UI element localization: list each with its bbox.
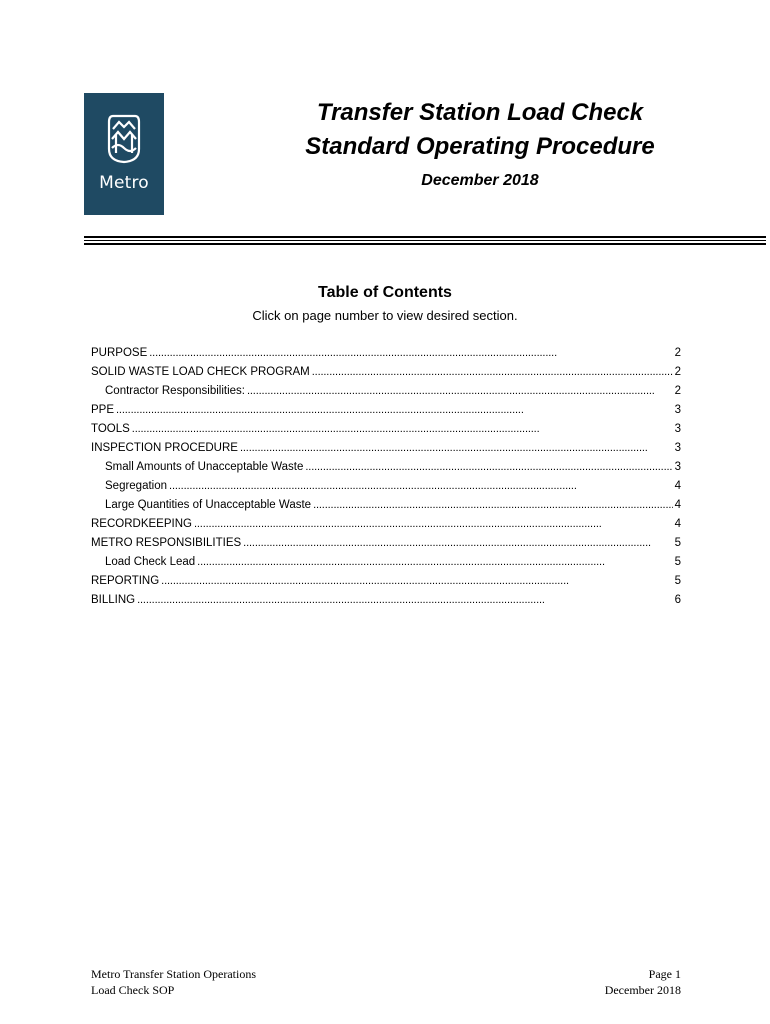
toc-entry-label: Contractor Responsibilities:	[105, 385, 245, 397]
toc-dot-leader	[247, 382, 673, 401]
toc-entry-label: SOLID WASTE LOAD CHECK PROGRAM	[91, 366, 310, 378]
toc-dot-leader	[313, 496, 673, 515]
logo-wordmark: Metro	[99, 173, 149, 193]
toc-entry-label: INSPECTION PROCEDURE	[91, 442, 238, 454]
toc-dot-leader	[312, 363, 673, 382]
toc-page-link[interactable]: 2	[674, 347, 681, 359]
toc-entry[interactable]	[91, 591, 681, 610]
toc-dot-leader	[149, 344, 672, 363]
toc-entry-label: Segregation	[105, 480, 168, 492]
toc-dot-leader	[137, 591, 672, 610]
page-footer	[91, 966, 681, 998]
toc-dot-leader	[161, 572, 672, 591]
toc-page-link[interactable]: 4	[674, 499, 681, 511]
toc-page-link[interactable]: 3	[674, 442, 681, 454]
toc-entry-label: Load Check Lead	[105, 556, 196, 568]
toc-page-link[interactable]: 3	[674, 404, 681, 416]
toc-dot-leader	[305, 458, 672, 477]
toc-instructions: Click on page number to view desired section.	[252, 308, 518, 323]
toc-dot-leader	[197, 553, 672, 572]
toc-entry-label: Small Amounts of Unacceptable Waste	[105, 461, 304, 473]
toc-entry[interactable]	[91, 363, 681, 382]
footer-right	[605, 966, 681, 998]
toc-entry[interactable]	[91, 496, 681, 515]
document-title-block	[270, 96, 690, 190]
toc-page-link[interactable]: 2	[674, 366, 681, 378]
toc-dot-leader	[116, 401, 673, 420]
toc-entry-label: METRO RESPONSIBILITIES	[91, 537, 242, 549]
toc-entry-label: PPE	[91, 404, 115, 416]
toc-page-link[interactable]: 5	[674, 575, 681, 587]
toc-dot-leader	[169, 477, 673, 496]
toc-entry[interactable]	[91, 458, 681, 477]
toc-dot-leader	[194, 515, 673, 534]
toc-entry[interactable]	[91, 515, 681, 534]
toc-heading: Table of Contents	[318, 284, 452, 301]
toc-entry-label: RECORDKEEPING	[91, 518, 192, 530]
footer-date: December 2018	[604, 983, 681, 997]
metro-mountain-icon	[107, 113, 141, 165]
metro-logo	[84, 93, 164, 215]
toc-entry[interactable]	[91, 420, 681, 439]
toc-page-link[interactable]: 5	[674, 556, 681, 568]
toc-page-link[interactable]: 2	[674, 385, 681, 397]
toc-entry-label: REPORTING	[91, 575, 160, 587]
title-line-1: Transfer Station Load Check	[316, 99, 644, 126]
toc-entry-label: PURPOSE	[91, 347, 148, 359]
toc-page-link[interactable]: 3	[674, 423, 681, 435]
title-line-2: Standard Operating Procedure	[305, 133, 655, 160]
toc-dot-leader	[132, 420, 673, 439]
toc-dot-leader	[243, 534, 672, 553]
toc-entry[interactable]	[91, 572, 681, 591]
toc-entry[interactable]	[91, 401, 681, 420]
toc-entry-label: Large Quantities of Unacceptable Waste	[105, 499, 312, 511]
toc-entry[interactable]	[91, 439, 681, 458]
footer-doc: Load Check SOP	[91, 983, 175, 997]
footer-org: Metro Transfer Station Operations	[91, 967, 256, 981]
toc-page-link[interactable]: 5	[674, 537, 681, 549]
toc-entry[interactable]	[91, 534, 681, 553]
toc-page-link[interactable]: 6	[674, 594, 681, 606]
toc-entry[interactable]	[91, 553, 681, 572]
toc-page-link[interactable]: 4	[674, 518, 681, 530]
toc-page-link[interactable]: 4	[674, 480, 681, 492]
toc-page-link[interactable]: 3	[674, 461, 681, 473]
table-of-contents	[91, 344, 681, 610]
toc-entry[interactable]	[91, 382, 681, 401]
document-date: December 2018	[421, 172, 539, 189]
toc-entry[interactable]	[91, 344, 681, 363]
toc-entry[interactable]	[91, 477, 681, 496]
toc-dot-leader	[240, 439, 673, 458]
footer-left	[91, 966, 256, 998]
footer-page-number: Page 1	[648, 967, 681, 981]
toc-entry-label: BILLING	[91, 594, 136, 606]
header-divider	[84, 236, 766, 245]
toc-entry-label: TOOLS	[91, 423, 130, 435]
